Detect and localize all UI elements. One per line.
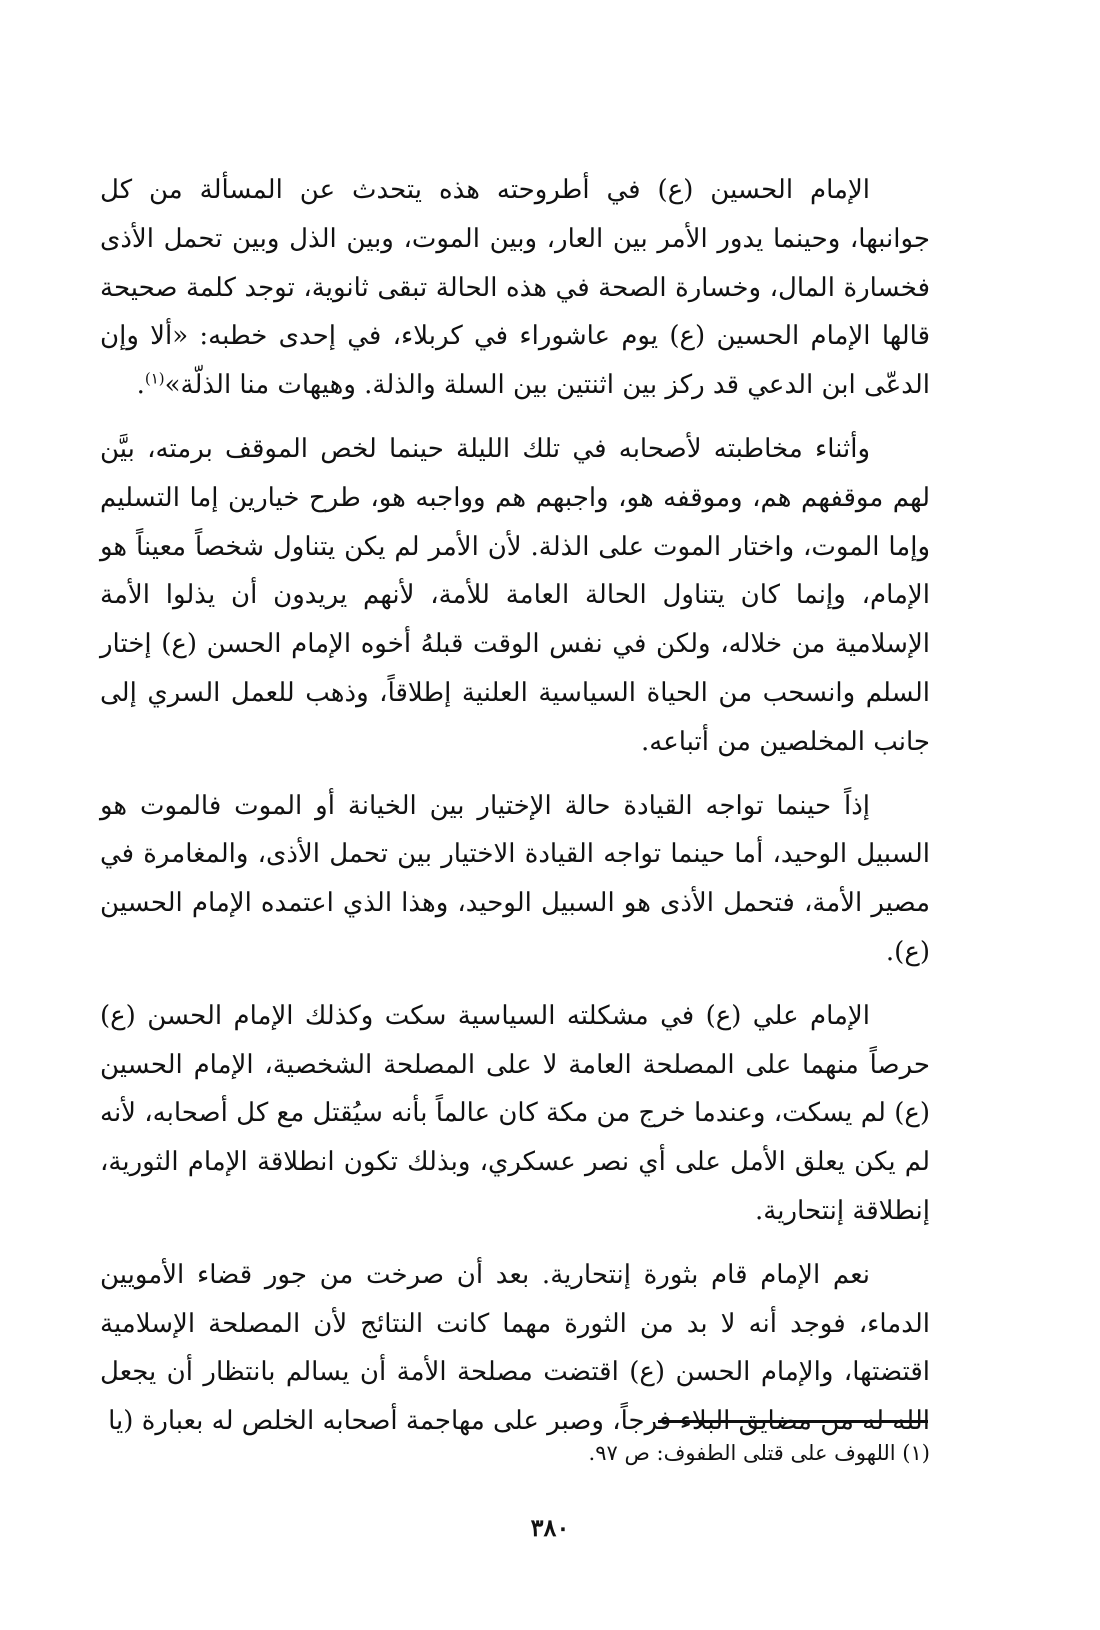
paragraph-4: الإمام علي (ع) في مشكلته السياسية سكت وكذلك الإمام الحسن (ع) حرصاً منهما على المصلحة العامة لا على المصلحة الشخصية، الإمام الحسين (ع) لم يسكت، وعندما خرج من مكة كان عالماً بأنه سيُقتل مع كل أصحابه، لأنه لم يكن يعلق الأمل على أي نصر عسكري، وبذلك تكون انطلاقة الإمام الثورية، إنطلاقة إنتحارية.	[100, 1000, 930, 1226]
footnote-reference: (١)	[144, 369, 165, 388]
page-number: ٣٨٠	[530, 1513, 570, 1542]
paragraph-2: وأثناء مخاطبته لأصحابه في تلك الليلة حينما لخص الموقف برمته، بيَّن لهم موقفهم هم، وموقفه هو، واجبهم هم وواجبه هو، طرح خيارين إما التسليم وإما الموت، واختار الموت على الذلة. لأن الأمر لم يكن يتناول شخصاً معيناً هو الإمام، وإنما كان يتناول الحالة العامة للأمة، لأنهم يريدون أن يذلوا الأمة الإسلامية من خلاله، ولكن في نفس الوقت قبلهُ أخوه الإمام الحسن (ع) إختار السلم وانسحب من الحياة السياسية العلنية إطلاقاً، وذهب للعمل السري إلى جانب المخلصين من أتباعه.	[100, 433, 930, 757]
footnote: (١) اللهوف على قتلى الطفوف: ص ٩٧.	[588, 1441, 930, 1465]
paragraph-1-text: الإمام الحسين (ع) في أطروحته هذه يتحدث عن المسألة من كل جوانبها، وحينما يدور الأمر بين العار، وبين الموت، وبين الذل وبين تحمل الأذى فخسارة المال، وخسارة الصحة في هذه الحالة تبقى ثانوية، توجد كلمة صحيحة قالها الإمام الحسين (ع) يوم عاشوراء في كربلاء، في إحدى خطبه: «ألا وإن الدعّى ابن الدعي قد ركز بين اثنتين بين السلة والذلة. وهيهات منا الذلّة»	[100, 175, 930, 401]
paragraph-5: نعم الإمام قام بثورة إنتحارية. بعد أن صرخت من جور قضاء الأمويين الدماء، فوجد أنه لا بد من الثورة مهما كانت النتائج لأن المصلحة الإسلامية اقتضتها، والإمام الحسن (ع) اقتضت مصلحة الأمة أن يسالم بانتظار أن يجعل الله له من مضايق البلاء فرجاً، وصبر على مهاجمة أصحابه الخلص له بعبارة (يا	[100, 1259, 930, 1437]
body-text	[100, 166, 930, 1446]
paragraph-1	[100, 166, 930, 410]
footnote-reference-tail: .	[136, 370, 145, 401]
paragraph-3: إذاً حينما تواجه القيادة حالة الإختيار بين الخيانة أو الموت فالموت هو السبيل الوحيد، أما حينما تواجه القيادة الاختيار بين تحمل الأذى، والمغامرة في مصير الأمة، فتحمل الأذى هو السبيل الوحيد، وهذا الذي اعتمده الإمام الحسين (ع).	[100, 790, 930, 967]
footnote-separator	[658, 1420, 928, 1423]
